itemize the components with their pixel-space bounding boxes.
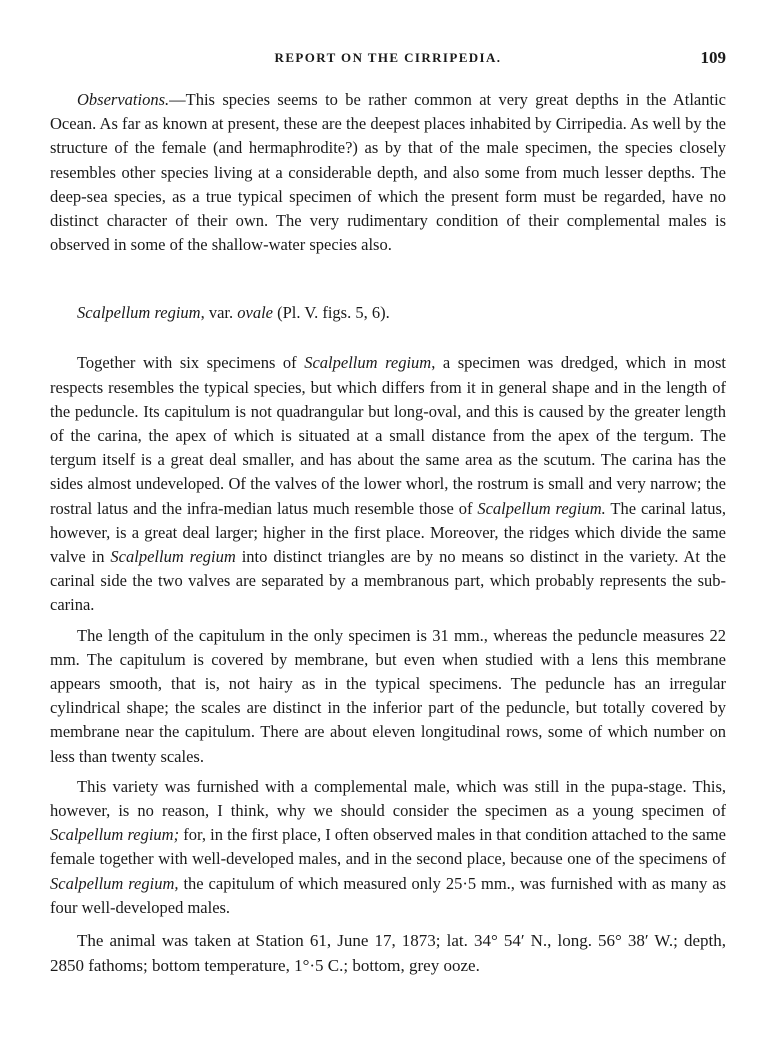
species-heading <box>77 301 726 325</box>
text-run: for, in the first place, I often observed males in that condition attached to the same female together with well-developed males, and in the second place, because one of the specimens of <box>50 825 726 869</box>
station-paragraph: The animal was taken at Station 61, June 17, 1873; lat. 34° 54′ N., long. 56° 38′ W.; depth, 2850 fathoms; bottom temperature, 1°·5 C.; bottom, grey ooze. <box>50 931 726 976</box>
text-run: This variety was furnished with a complemental male, which was still in the pupa-stage. This, however, is no reason, I think, why we should consider the specimen as a young specimen of <box>50 776 726 821</box>
species-name-italic: Scalpellum regium. <box>477 498 606 518</box>
page-header <box>50 50 726 74</box>
text-run: Together with six specimens of <box>77 353 305 373</box>
species-name: Scalpellum regium <box>77 303 201 323</box>
observations-text: —This species seems to be rather common at very great depths in the Atlantic Ocean. As far as known at present, these are the deepest places inhabited by Cirripedia. As well by the structure of the female (and hermaphrodite?) as by that of the male specimen, the species closely resembles other species living at a considerable depth, and also some from much lesser depths. The deep-sea species, as a true typical specimen of which the present form must be regarded, have no distinct character of their own. The very rudimentary condition of their complemental males is observed in some of the shallow-water species also. <box>50 90 726 255</box>
species-name-italic: Scalpellum regium, <box>50 873 179 893</box>
page-number: 109 <box>700 48 726 67</box>
body-text <box>50 88 726 978</box>
text-run: the capitulum of which measured only 25·5 mm., was furnished with as many as four well-developed males. <box>50 873 726 917</box>
observations-paragraph <box>50 88 726 257</box>
measurements-paragraph: The length of the capitulum in the only specimen is 31 mm., whereas the peduncle measures 22 mm. The capitulum is covered by membrane, but even when studied with a lens this membrane appears smooth, that is, not hairy as in the typical specimens. The peduncle has an irregular cylindrical shape; the scales are distinct in the inferior part of the peduncle, but totally covered by membrane near the capitulum. There are about eleven longitudinal rows, some of which number on less than twenty scales. <box>50 625 726 766</box>
variety-name: ovale <box>237 303 273 323</box>
text-run: The carinal latus, however, is a great deal larger; higher in the first place. Moreover, the ridges which divide the same valve in <box>50 498 727 567</box>
description-paragraph <box>50 351 726 617</box>
plate-reference: (Pl. V. figs. 5, 6). <box>272 303 390 323</box>
text-run: into distinct triangles are by no means so distinct in the variety. At the carinal side the two valves are separated by a membranous part, which probably represents the sub-carina. <box>50 547 726 615</box>
running-title: REPORT ON THE CIRRIPEDIA. <box>274 50 502 65</box>
variety-prefix: , var. <box>200 303 238 323</box>
observations-label: Observations. <box>77 90 170 109</box>
male-paragraph <box>50 775 726 920</box>
text-run: , a specimen was dredged, which in most respects resembles the typical species, but which differs from it in general shape and in the length of the peduncle. Its capitulum is not quadrangular but long-oval, and this is caused by the greater length of the carina, the apex of which is situated at a small distance from the apex of the tergum. The tergum itself is a great deal smaller, and has about the same area as the scutum. The carina has the sides almost undeveloped. Of the valves of the lower whorl, the rostrum is small and very narrow; the rostral latus and the infra-median latus much resemble those of <box>50 353 726 518</box>
species-name-italic: Scalpellum regium; <box>50 825 180 845</box>
species-name-italic: Scalpellum regium <box>110 547 236 567</box>
species-name-italic: Scalpellum regium <box>304 353 432 373</box>
